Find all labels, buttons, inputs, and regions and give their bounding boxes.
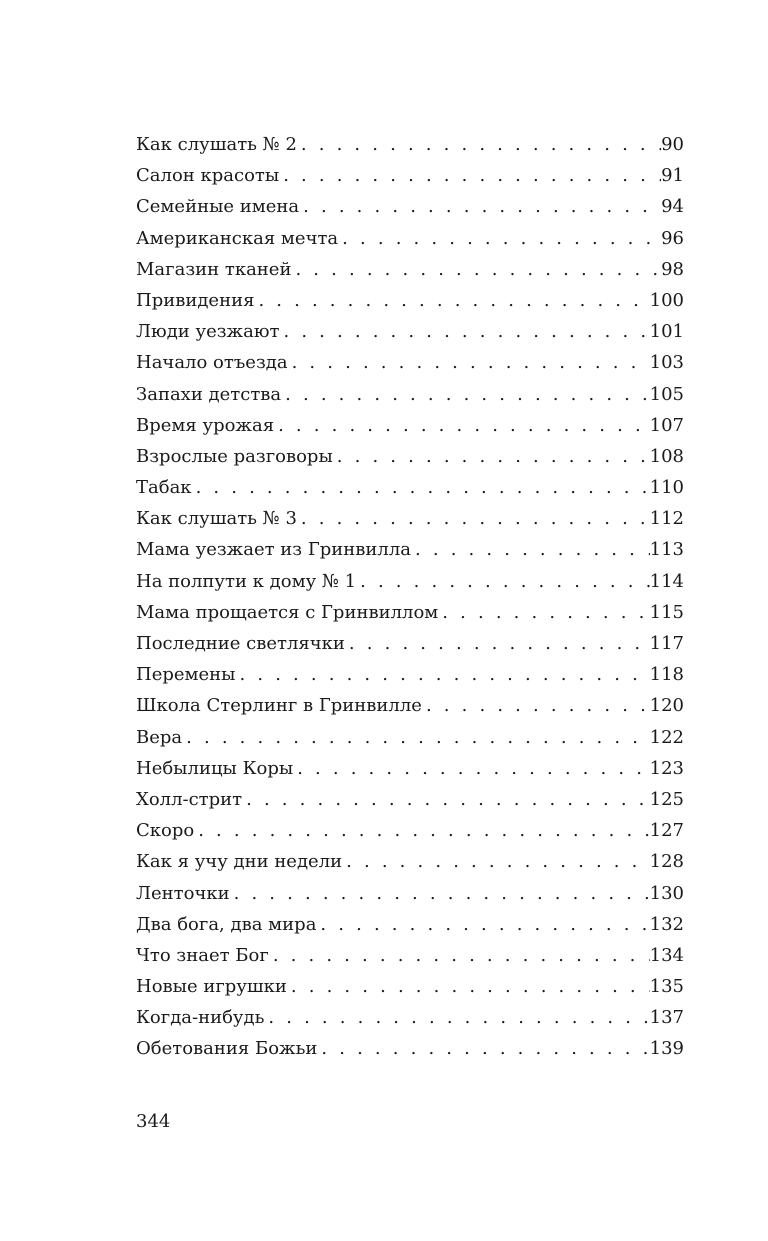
- toc-entry-page: 91: [661, 165, 684, 187]
- table-of-contents: [136, 129, 684, 1065]
- dot-leader: [297, 503, 650, 534]
- toc-entry: [136, 597, 684, 628]
- dot-leader: [356, 566, 650, 597]
- toc-entry: [136, 753, 684, 784]
- toc-entry-page: 90: [661, 134, 684, 155]
- toc-entry: [136, 347, 684, 378]
- dot-leader: [411, 534, 650, 565]
- toc-entry-page: 135: [649, 976, 684, 998]
- toc-entry: [136, 129, 684, 160]
- toc-entry-page: 100: [649, 289, 684, 311]
- toc-entry-page: 105: [649, 383, 684, 405]
- toc-entry: [136, 223, 684, 254]
- toc-entry-title: Вера: [136, 726, 183, 748]
- toc-entry: [136, 815, 684, 846]
- toc-entry-title: Магазин тканей: [136, 258, 292, 280]
- toc-entry-title: Табак: [136, 477, 192, 499]
- dot-leader: [333, 441, 650, 472]
- toc-entry-title: Салон красоты: [136, 165, 280, 187]
- toc-entry-title: Американская мечта: [136, 227, 339, 249]
- toc-entry: [136, 503, 684, 534]
- toc-entry-page: 107: [649, 414, 684, 436]
- toc-entry-page: 134: [649, 944, 684, 966]
- dot-leader: [345, 628, 650, 659]
- dot-leader: [230, 878, 650, 909]
- toc-entry-title: Начало отъезда: [136, 352, 288, 374]
- toc-entry: [136, 846, 684, 877]
- toc-entry-title: Люди уезжают: [136, 321, 280, 343]
- dot-leader: [192, 472, 650, 503]
- toc-entry: [136, 316, 684, 347]
- toc-entry-page: 125: [649, 788, 684, 810]
- dot-leader: [281, 379, 649, 410]
- toc-entry: [136, 254, 684, 285]
- toc-entry-title: Небылицы Коры: [136, 757, 294, 779]
- toc-entry-page: 127: [649, 820, 684, 842]
- toc-entry-page: 130: [649, 882, 684, 904]
- toc-entry: [136, 659, 684, 690]
- toc-entry-page: 118: [649, 664, 684, 686]
- toc-entry-title: Когда-нибудь: [136, 1007, 265, 1029]
- toc-entry: [136, 722, 684, 753]
- dot-leader: [299, 191, 661, 222]
- toc-entry: [136, 566, 684, 597]
- toc-entry-page: 94: [661, 196, 684, 218]
- dot-leader: [338, 223, 661, 254]
- toc-entry-title: Новые игрушки: [136, 976, 287, 998]
- toc-entry: [136, 784, 684, 815]
- toc-entry-title: Взрослые разговоры: [136, 445, 333, 467]
- toc-entry: [136, 909, 684, 940]
- toc-entry-title: На полпути к дому № 1: [136, 570, 357, 592]
- toc-entry-title: Как слушать № 3: [136, 508, 297, 530]
- toc-entry-page: 117: [649, 633, 684, 654]
- toc-entry-page: 122: [649, 726, 684, 748]
- dot-leader: [287, 971, 650, 1002]
- dot-leader: [438, 597, 649, 628]
- page-number: 344: [136, 1111, 171, 1132]
- toc-entry-title: Мама уезжает из Гринвилла: [136, 539, 412, 561]
- toc-entry-page: 128: [649, 851, 684, 873]
- dot-leader: [269, 940, 650, 971]
- toc-entry: [136, 191, 684, 222]
- toc-entry-title: Как слушать № 2: [136, 134, 297, 155]
- dot-leader: [293, 753, 649, 784]
- dot-leader: [342, 846, 650, 877]
- toc-entry-title: Как я учу дни недели: [136, 851, 343, 873]
- dot-leader: [264, 1002, 649, 1033]
- dot-leader: [242, 784, 650, 815]
- toc-entry-page: 139: [649, 1038, 684, 1060]
- toc-entry: [136, 1002, 684, 1033]
- toc-entry: [136, 285, 684, 316]
- toc-entry-title: Ленточки: [136, 882, 230, 904]
- toc-entry-page: 123: [649, 757, 684, 779]
- toc-entry-page: 98: [661, 258, 684, 280]
- dot-leader: [254, 285, 649, 316]
- toc-entry-title: Последние светлячки: [136, 633, 345, 654]
- toc-entry-title: Два бога, два мира: [136, 913, 317, 935]
- toc-entry: [136, 628, 684, 659]
- toc-entry-page: 101: [649, 321, 684, 343]
- toc-entry-title: Скоро: [136, 820, 195, 842]
- toc-entry: [136, 379, 684, 410]
- toc-entry-page: 132: [649, 913, 684, 935]
- toc-entry-page: 96: [661, 227, 684, 249]
- toc-entry-page: 137: [649, 1007, 684, 1029]
- toc-entry-page: 112: [649, 508, 684, 530]
- toc-entry: [136, 441, 684, 472]
- toc-entry-title: Семейные имена: [136, 196, 300, 218]
- toc-entry-title: Мама прощается с Гринвиллом: [136, 601, 439, 623]
- toc-entry: [136, 534, 684, 565]
- toc-entry: [136, 160, 684, 191]
- dot-leader: [422, 690, 650, 721]
- toc-entry: [136, 690, 684, 721]
- toc-entry-title: Время урожая: [136, 414, 275, 436]
- dot-leader: [297, 129, 661, 160]
- toc-entry-title: Перемены: [136, 664, 236, 686]
- toc-entry: [136, 410, 684, 441]
- toc-entry-page: 110: [649, 477, 684, 499]
- toc-entry: [136, 940, 684, 971]
- dot-leader: [182, 722, 650, 753]
- dot-leader: [279, 316, 649, 347]
- toc-entry-page: 115: [649, 601, 684, 623]
- toc-entry-page: 120: [649, 695, 684, 717]
- toc-entry-title: Что знает Бог: [136, 944, 269, 966]
- toc-entry-page: 114: [649, 570, 684, 592]
- toc-entry-title: Школа Стерлинг в Гринвилле: [136, 695, 422, 717]
- dot-leader: [236, 659, 650, 690]
- toc-entry-page: 108: [649, 445, 684, 467]
- dot-leader: [274, 410, 650, 441]
- dot-leader: [194, 815, 649, 846]
- toc-entry-page: 113: [649, 539, 684, 561]
- toc-entry-page: 103: [649, 352, 684, 374]
- dot-leader: [316, 909, 649, 940]
- dot-leader: [288, 347, 650, 378]
- toc-entry-title: Обетования Божьи: [136, 1038, 318, 1060]
- dot-leader: [317, 1033, 649, 1064]
- toc-entry: [136, 1033, 684, 1064]
- toc-entry-title: Привидения: [136, 289, 255, 311]
- dot-leader: [291, 254, 661, 285]
- toc-entry: [136, 878, 684, 909]
- toc-entry: [136, 472, 684, 503]
- toc-entry-title: Запахи детства: [136, 383, 282, 405]
- toc-entry: [136, 971, 684, 1002]
- toc-entry-title: Холл-стрит: [136, 788, 243, 810]
- dot-leader: [279, 160, 661, 191]
